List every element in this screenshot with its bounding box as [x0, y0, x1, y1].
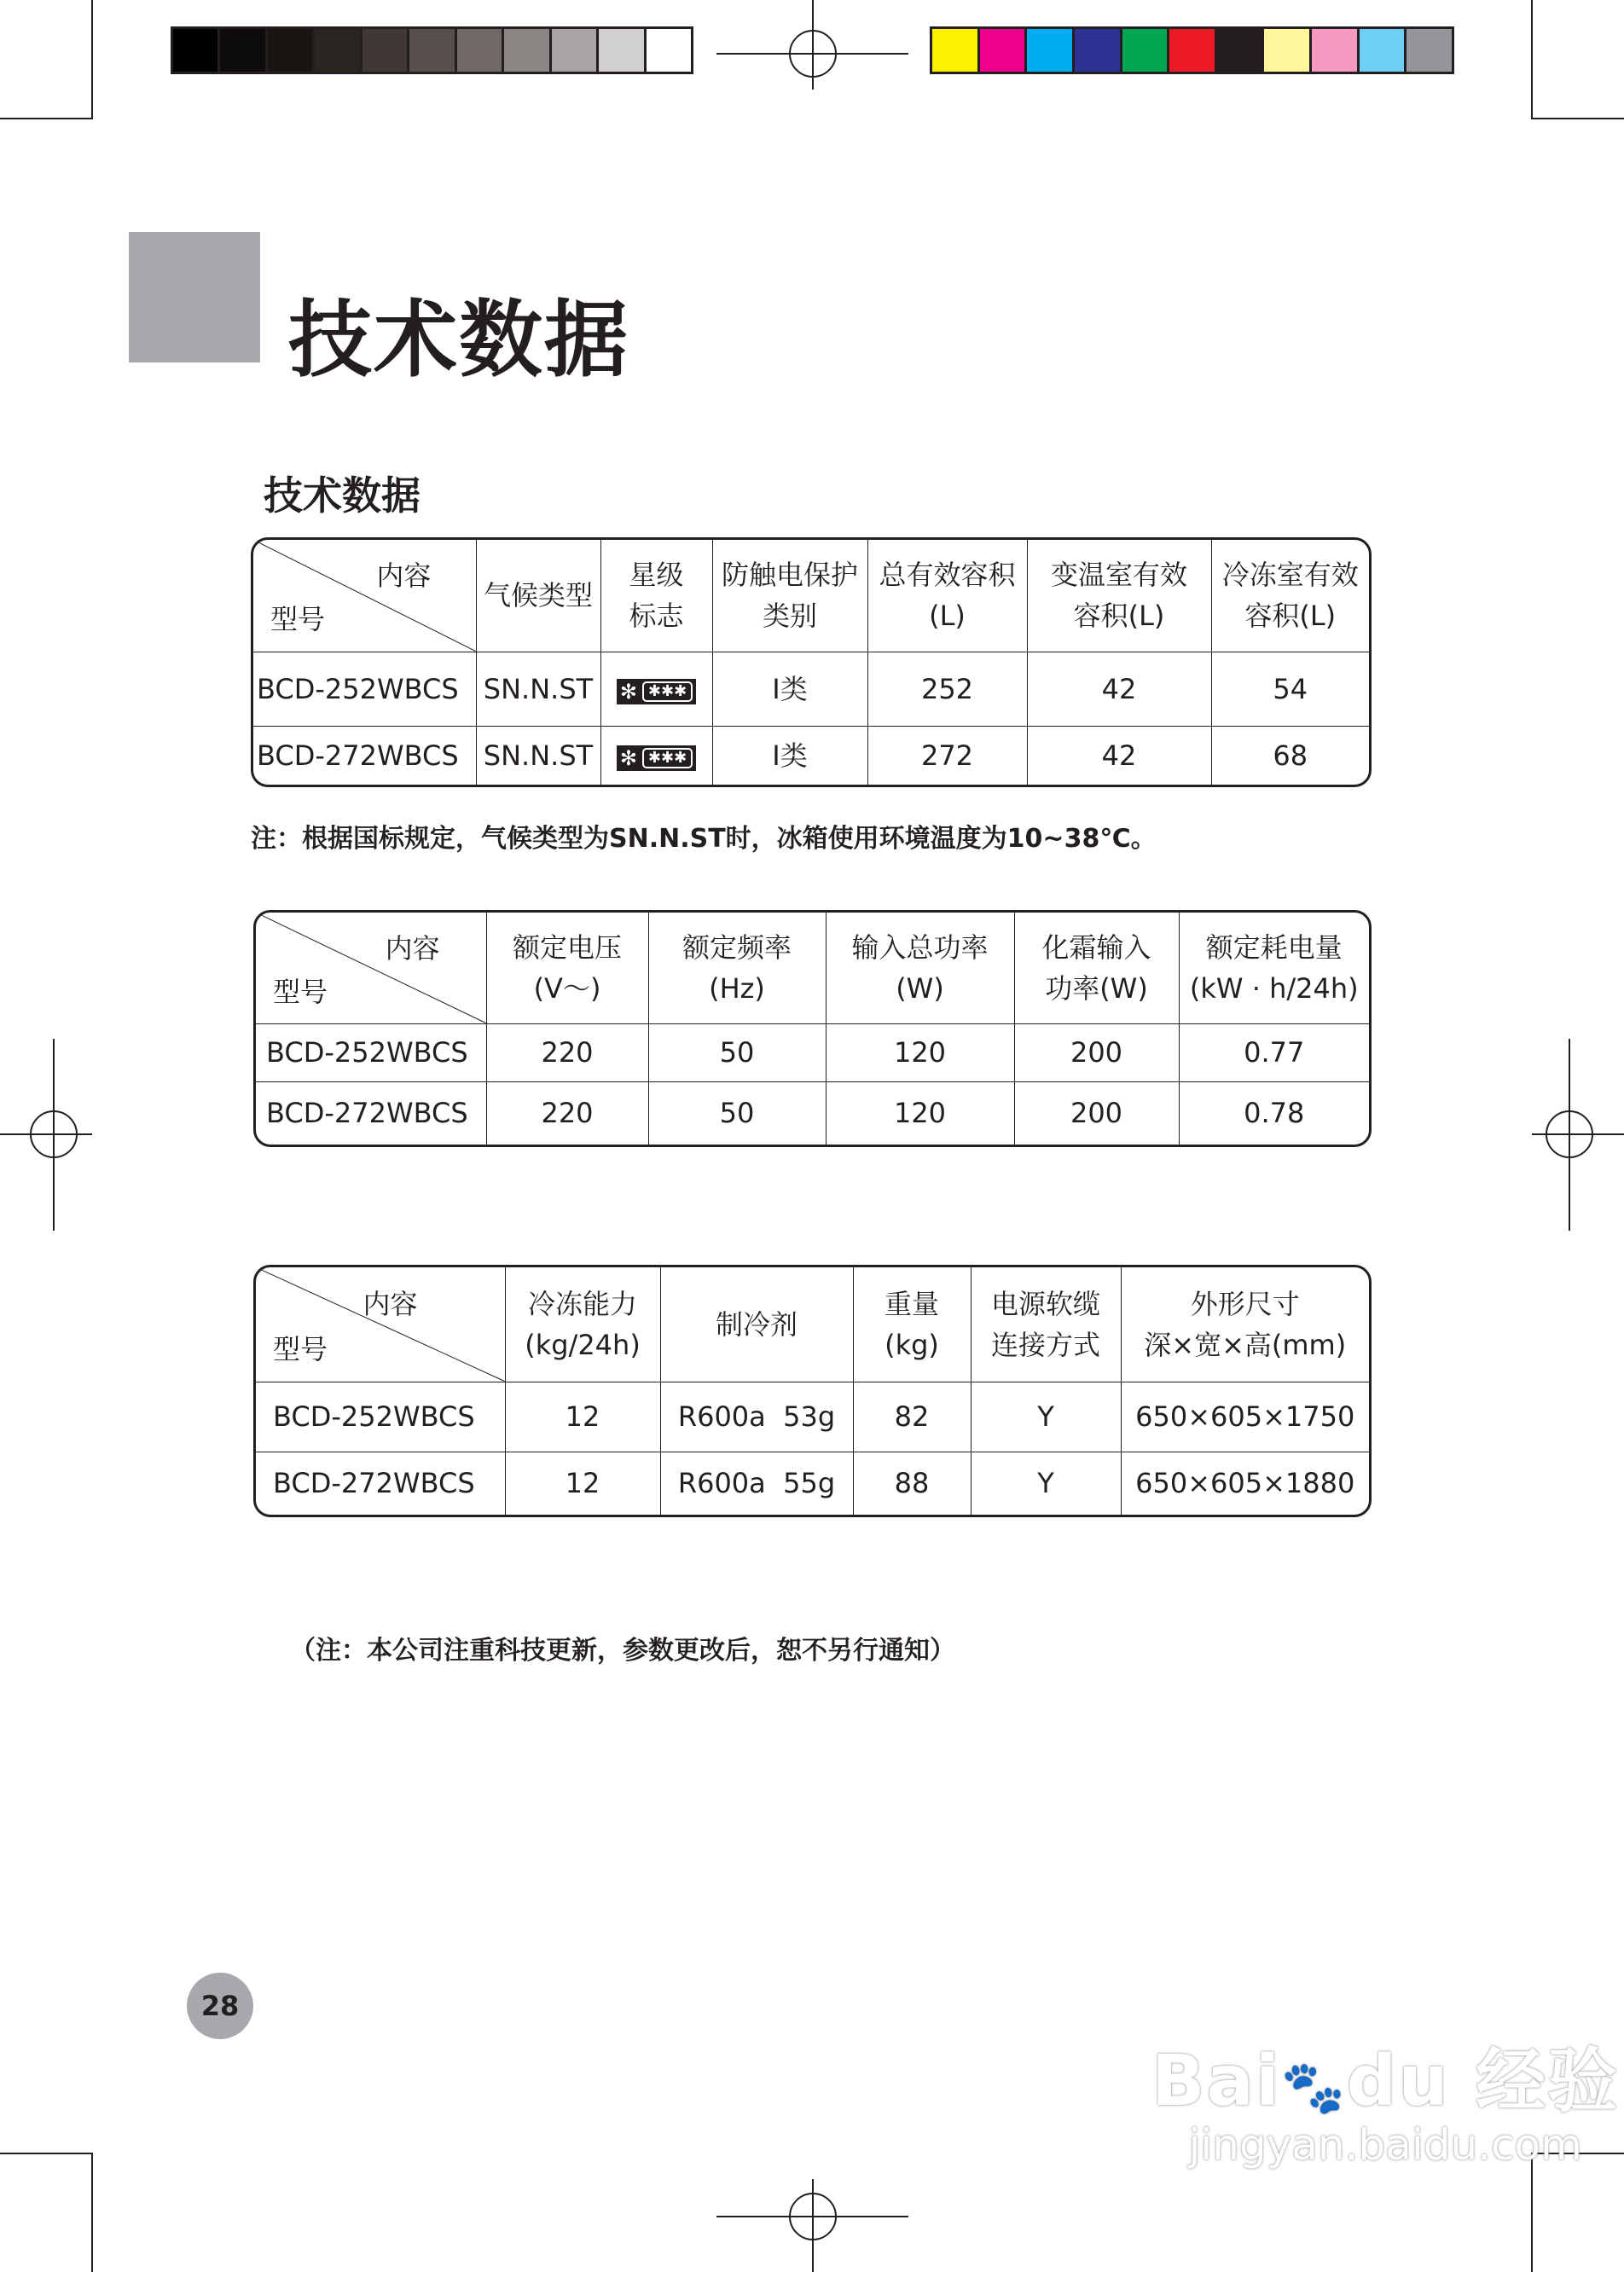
color-swatch	[1217, 29, 1265, 72]
table-row: BCD-272WBCS 220 50 120 200 0.78	[256, 1081, 1369, 1145]
table-row: BCD-252WBCS 12 R600a 53g 82 Y 650×605×1750	[256, 1382, 1369, 1452]
color-swatch	[1075, 29, 1122, 72]
color-swatch	[457, 29, 504, 72]
color-swatch	[362, 29, 409, 72]
color-swatch	[647, 29, 691, 72]
header-refrigerant: 制冷剂	[660, 1267, 853, 1382]
grayscale-calibration-bar	[171, 26, 693, 74]
table-row: BCD-252WBCS 220 50 120 200 0.77	[256, 1023, 1369, 1081]
color-swatch	[1027, 29, 1075, 72]
header-voltage: 额定电压 (V～)	[486, 913, 648, 1023]
color-calibration-bar	[930, 26, 1454, 74]
header-dimensions: 外形尺寸 深×宽×高(mm)	[1121, 1267, 1369, 1382]
color-swatch	[409, 29, 456, 72]
color-swatch	[504, 29, 551, 72]
table-row: BCD-272WBCS SN.N.ST ✻ ✱✱✱ Ⅰ类 272 42 68	[253, 726, 1369, 785]
color-swatch	[220, 29, 267, 72]
freezer-four-star-icon: ✻ ✱✱✱	[617, 745, 696, 771]
header-frequency: 额定频率 (Hz)	[648, 913, 826, 1023]
corner-header: 内容 型号	[253, 540, 476, 652]
header-input-power: 输入总功率 (W)	[826, 913, 1014, 1023]
color-swatch	[268, 29, 315, 72]
color-swatch	[1360, 29, 1407, 72]
header-variable-volume: 变温室有效 容积(L)	[1027, 540, 1211, 652]
section-title: 技术数据	[264, 472, 420, 519]
physical-specs-table	[253, 1265, 1372, 1517]
header-freezing-capacity: 冷冻能力 (kg/24h)	[505, 1267, 660, 1382]
color-swatch	[599, 29, 646, 72]
color-swatch	[1406, 29, 1452, 72]
baidu-watermark-logo: Bai🐾du 经验 jingyan.baidu.com	[1151, 2041, 1620, 2170]
header-power-cable: 电源软缆 连接方式	[971, 1267, 1121, 1382]
title-gray-block	[129, 232, 260, 362]
page-title: 技术数据	[288, 292, 630, 389]
color-swatch	[1312, 29, 1360, 72]
header-star-rating: 星级 标志	[600, 540, 712, 652]
header-freezer-volume: 冷冻室有效 容积(L)	[1211, 540, 1369, 652]
color-swatch	[1122, 29, 1170, 72]
header-defrost-power: 化霜输入 功率(W)	[1014, 913, 1179, 1023]
color-swatch	[315, 29, 362, 72]
table-row: BCD-252WBCS SN.N.ST ✻ ✱✱✱ Ⅰ类 252 42 54	[253, 652, 1369, 726]
freezer-four-star-icon: ✻ ✱✱✱	[617, 679, 696, 704]
watermark-url: jingyan.baidu.com	[1188, 2120, 1582, 2170]
color-swatch	[1169, 29, 1217, 72]
corner-header: 内容 型号	[256, 913, 486, 1023]
capacity-table	[251, 537, 1372, 787]
header-weight: 重量 (kg)	[853, 1267, 971, 1382]
header-protection: 防触电保护 类别	[712, 540, 867, 652]
color-swatch	[552, 29, 599, 72]
header-energy: 额定耗电量 (kW · h/24h)	[1179, 913, 1369, 1023]
table-row: BCD-272WBCS 12 R600a 55g 88 Y 650×605×1880	[256, 1452, 1369, 1515]
corner-header: 内容 型号	[256, 1267, 505, 1382]
color-swatch	[1264, 29, 1312, 72]
update-note: （注：本公司注重科技更新，参数更改后，恕不另行通知）	[290, 1636, 955, 1666]
climate-note: 注：根据国标规定，气候类型为SN.N.ST时，冰箱使用环境温度为10~38℃。	[251, 824, 1157, 854]
color-swatch	[173, 29, 220, 72]
color-swatch	[980, 29, 1028, 72]
header-climate: 气候类型	[476, 540, 600, 652]
electrical-table	[253, 910, 1372, 1147]
page-number: 28	[187, 1973, 253, 2039]
color-swatch	[932, 29, 980, 72]
header-total-volume: 总有效容积 (L)	[867, 540, 1027, 652]
